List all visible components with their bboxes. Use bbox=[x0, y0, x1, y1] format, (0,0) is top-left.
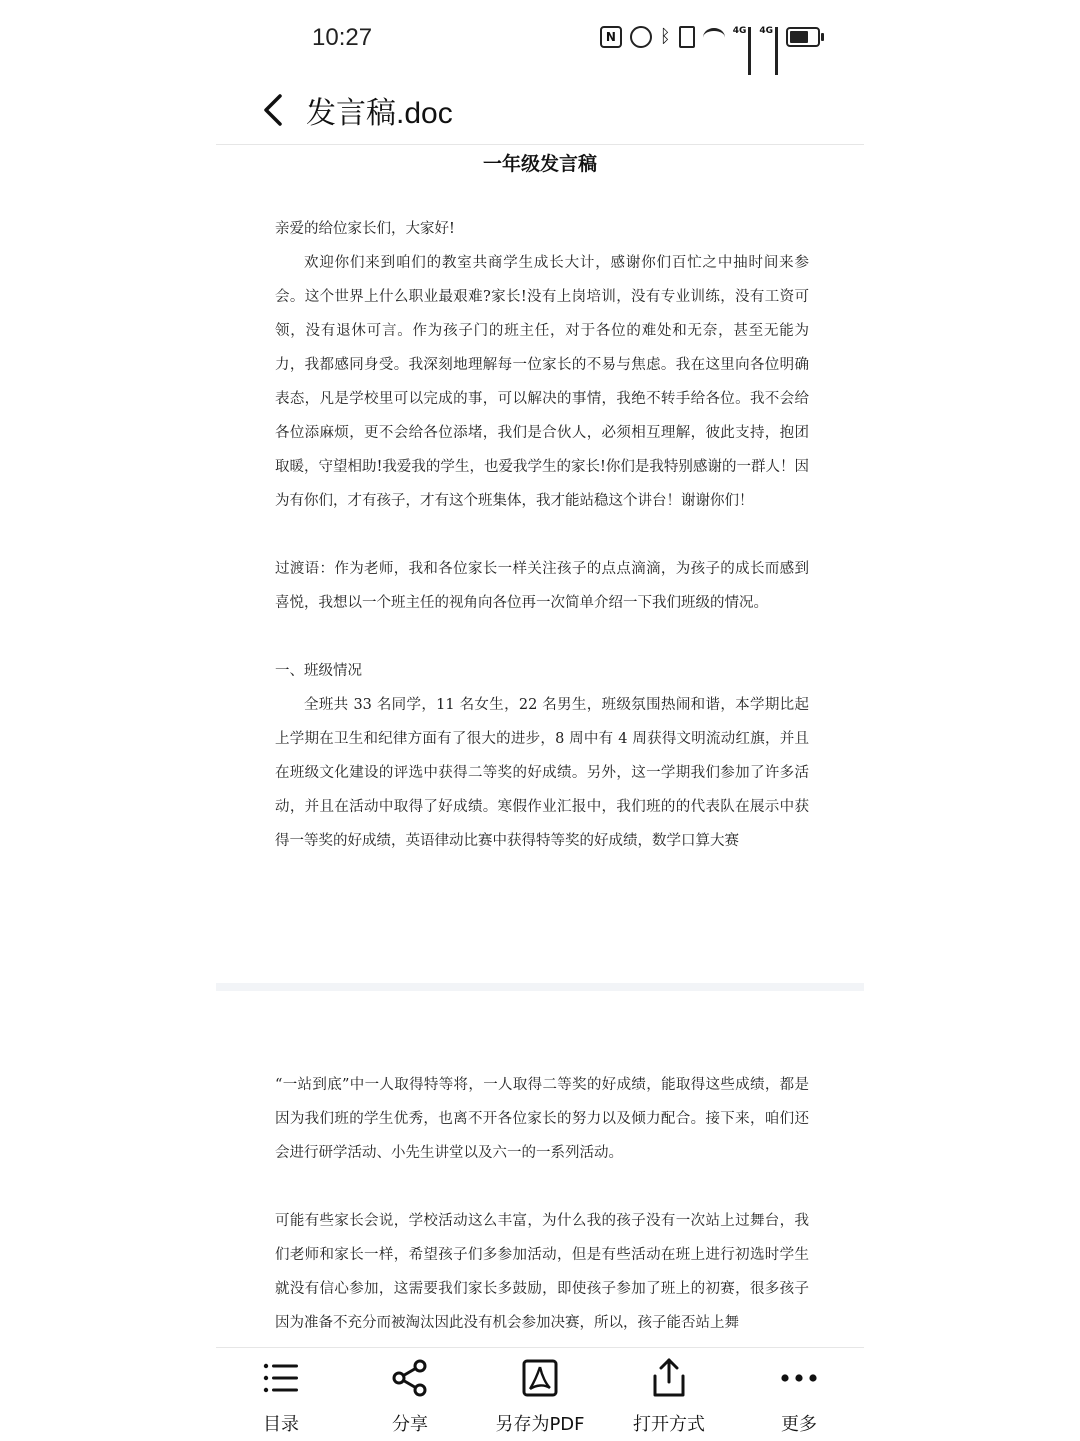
document-body bbox=[275, 1068, 809, 1340]
open-with-button[interactable] bbox=[609, 1358, 729, 1436]
more-icon bbox=[779, 1358, 819, 1398]
status-time: 10:27 bbox=[312, 24, 373, 51]
section-heading: 一、班级情况 bbox=[275, 663, 362, 679]
save-as-pdf-label: 另存为PDF bbox=[495, 1414, 585, 1435]
paragraph: 可能有些家长会说，学校活动这么丰富，为什么我的孩子没有一次站上过舞台，我们老师和家长一样，希望孩子们多参加活动，但是有些活动在班上进行初选时学生就没有信心参加，这需要我们家长多鼓励，即使孩子参加了班上的初赛，很多孩子因为准备不充分而被淘汰因此没有机会参加决赛，所以，孩子能否站上舞 bbox=[275, 1213, 809, 1331]
paragraph-greeting: 亲爱的给位家长们，大家好! bbox=[275, 221, 455, 237]
vibrate-icon bbox=[679, 26, 695, 48]
pdf-icon bbox=[520, 1358, 560, 1398]
phone-screen bbox=[216, 0, 864, 1440]
open-with-label: 打开方式 bbox=[633, 1414, 705, 1435]
share-button[interactable] bbox=[350, 1358, 470, 1436]
document-title: 发言稿.doc bbox=[306, 97, 453, 130]
network-type-label: 4G bbox=[732, 26, 747, 36]
toc-button[interactable] bbox=[221, 1358, 341, 1436]
share-icon bbox=[390, 1358, 430, 1398]
toc-label: 目录 bbox=[263, 1414, 299, 1435]
more-button[interactable] bbox=[739, 1358, 859, 1436]
wifi-icon bbox=[703, 28, 725, 47]
paragraph: 过渡语：作为老师，我和各位家长一样关注孩子的点点滴滴，为孩子的成长而感到喜悦，我想以一个班主任的视角向各位再一次简单介绍一下我们班级的情况。 bbox=[275, 561, 809, 611]
save-as-pdf-button[interactable] bbox=[480, 1358, 600, 1436]
document-heading: 一年级发言稿 bbox=[482, 153, 597, 175]
document-page-2 bbox=[216, 991, 864, 1347]
signal-4g-icon bbox=[775, 27, 778, 47]
paragraph: 全班共 33 名同学，11 名女生，22 名男生，班级氛围热闹和谐，本学期比起上学期在卫生和纪律方面有了很大的进步，8 周中有 4 周获得文明流动红旗，并且在班级文化建设的评选中获得二等奖的好成绩。另外，这一学期我们参加了许多活动，并且在活动中取得了好成绩。寒假作业汇报中，我们班的的代表队在展示中获得一等奖的好成绩，英语律动比赛中获得特等奖的好成绩，数学口算大赛 bbox=[275, 697, 809, 849]
bluetooth-icon: ᛒ bbox=[659, 26, 671, 47]
document-body bbox=[275, 212, 809, 858]
share-label: 分享 bbox=[392, 1414, 428, 1435]
status-icons bbox=[600, 26, 820, 48]
nfc-icon: N bbox=[600, 26, 622, 48]
status-bar bbox=[216, 0, 864, 80]
list-icon bbox=[261, 1358, 301, 1398]
network-type-label: 4G bbox=[759, 26, 773, 36]
paragraph: “一站到底”中一人取得特等将，一人取得二等奖的好成绩，能取得这些成绩，都是因为我们班的学生优秀，也离不开各位家长的努力以及倾力配合。接下来，咱们还会进行研学活动、小先生讲堂以及六一的一系列活动。 bbox=[275, 1077, 809, 1161]
document-page-1 bbox=[216, 145, 864, 983]
alarm-icon bbox=[630, 26, 652, 48]
title-bar bbox=[216, 80, 864, 145]
page-separator bbox=[216, 983, 864, 991]
battery-icon bbox=[786, 27, 820, 47]
chevron-left-icon[interactable] bbox=[256, 90, 296, 130]
signal-4g-icon bbox=[748, 27, 751, 47]
open-with-icon bbox=[649, 1358, 689, 1398]
more-label: 更多 bbox=[781, 1414, 817, 1435]
bottom-toolbar bbox=[216, 1347, 864, 1441]
paragraph: 欢迎你们来到咱们的教室共商学生成长大计，感谢你们百忙之中抽时间来参会。这个世界上什么职业最艰难?家长!没有上岗培训，没有专业训练，没有工资可领，没有退休可言。作为孩子门的班主任，对于各位的难处和无奈，甚至无能为力，我都感同身受。我深刻地理解每一位家长的不易与焦虑。我在这里向各位明确表态，凡是学校里可以完成的事，可以解决的事情，我绝不转手给各位。我不会给各位添麻烦，更不会给各位添堵，我们是合伙人，必须相互理解，彼此支持，抱团取暖，守望相助!我爱我的学生，也爱我学生的家长!你们是我特别感谢的一群人！因为有你们，才有孩子，才有这个班集体，我才能站稳这个讲台！谢谢你们！ bbox=[275, 255, 809, 509]
